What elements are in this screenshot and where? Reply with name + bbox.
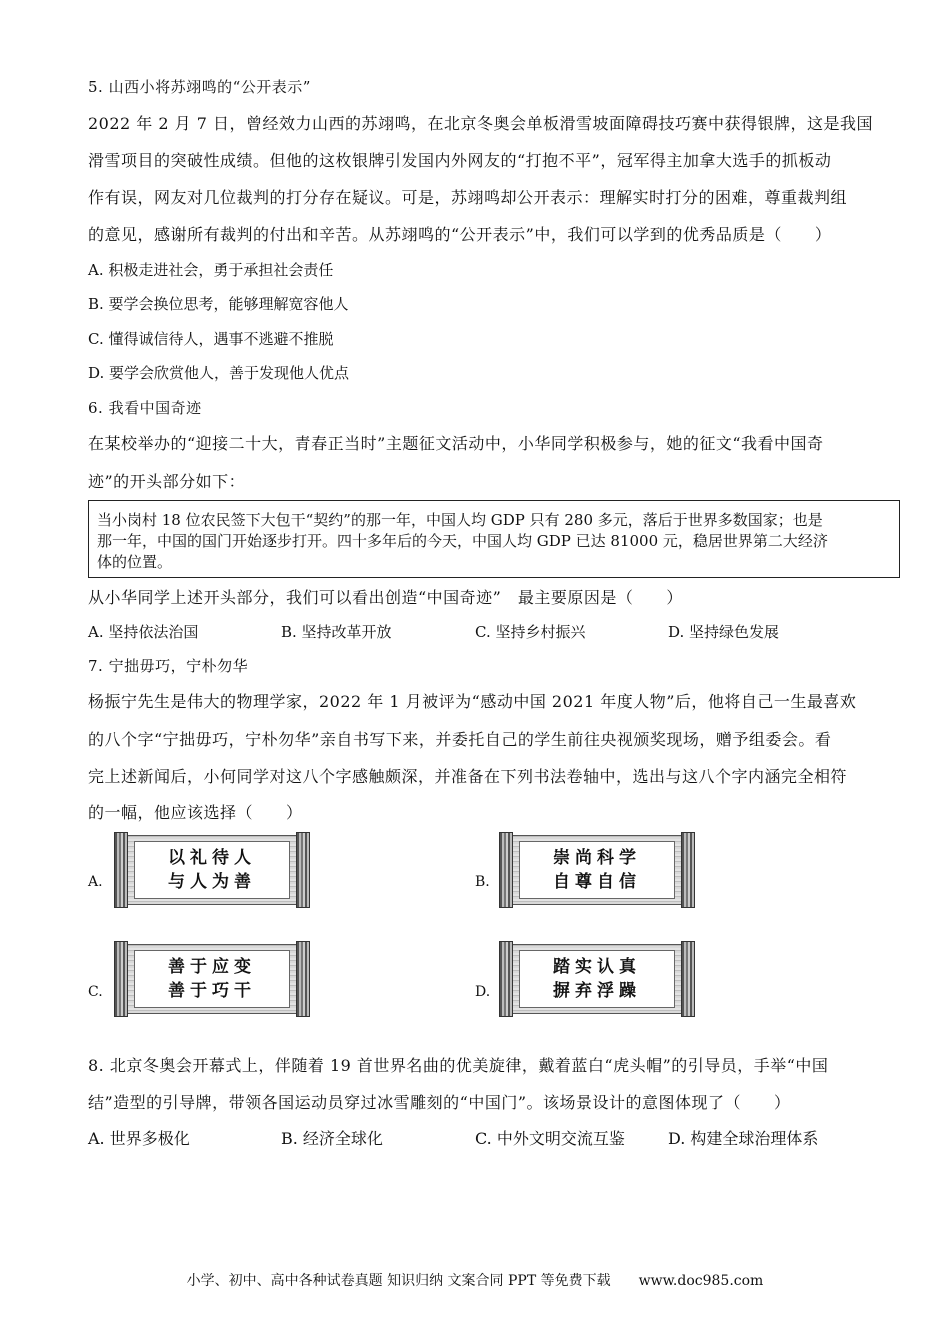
q5-title: 5. 山西小将苏翊鸣的“公开表示” [88,78,311,96]
q5-body-line: 滑雪项目的突破性成绩。但他的这枚银牌引发国内外网友的“打抱不平”，冠军得主加拿大选手的抓板动 [88,151,832,170]
q8-option-d: D. 构建全球治理体系 [668,1129,819,1148]
scroll-text-line-1: 以礼待人 [168,848,256,868]
page-footer: 小学、初中、高中各种试卷真题 知识归纳 文案合同 PPT 等免费下载 www.doc985.com [186,1273,764,1289]
scroll-text-line-2: 善于巧干 [168,981,256,1001]
scroll-option-b [499,832,695,908]
q6-body-line: 迹”的开头部分如下： [88,472,246,491]
scroll-panel [134,950,290,1008]
q5-option-c: C. 懂得诚信待人，遇事不逃避不推脱 [88,330,334,348]
q5-body-line: 的意见，感谢所有裁判的付出和辛苦。从苏翊鸣的“公开表示”中，我们可以学到的优秀品质是（ ） [88,225,832,244]
q7-body-line: 完上述新闻后，小何同学对这八个字感触颇深，并准备在下列书法卷轴中，选出与这八个字内涵完全相符 [88,767,848,786]
scroll-rod [681,832,695,908]
scroll-option-c [114,941,310,1017]
scroll-panel [519,950,675,1008]
q5-option-b: B. 要学会换位思考，能够理解宽容他人 [88,295,349,313]
q6-option-b: B. 坚持改革开放 [281,623,392,641]
quote-line: 那一年，中国的国门开始逐步打开。四十多年后的今天，中国人均 GDP 已达 81000 元，稳居世界第二大经济 [97,532,828,550]
scroll-text-line-2: 与人为善 [168,872,256,892]
scroll-option-a-letter: A. [88,874,103,890]
q6-option-c: C. 坚持乡村振兴 [475,623,586,641]
q5-body-line: 作有误，网友对几位裁判的打分存在疑议。可是，苏翊鸣却公开表示：理解实时打分的困难，尊重裁判组 [88,188,848,207]
q7-body-line: 的一幅，他应该选择（ ） [88,803,303,822]
q6-option-a: A. 坚持依法治国 [88,623,199,641]
scroll-text-line-1: 踏实认真 [553,957,641,977]
quote-box [88,500,900,578]
q8-body-line: 结”造型的引导牌，带领各国运动员穿过冰雪雕刻的“中国门”。该场景设计的意图体现了（ ） [88,1093,791,1112]
scroll-rod [499,832,513,908]
scroll-rod [296,941,310,1017]
scroll-option-a [114,832,310,908]
scroll-rod [499,941,513,1017]
scroll-text-line-2: 自尊自信 [553,872,641,892]
scroll-text-line-1: 善于应变 [168,957,256,977]
scroll-text-line-2: 摒弃浮躁 [553,981,641,1001]
q7-title: 7. 宁拙毋巧，宁朴勿华 [88,657,249,675]
q8-option-c: C. 中外文明交流互鉴 [475,1129,625,1148]
scroll-rod [114,941,128,1017]
q6-title: 6. 我看中国奇迹 [88,399,202,417]
quote-line: 体的位置。 [97,553,173,571]
q8-option-a: A. 世界多极化 [88,1129,190,1148]
scroll-rod [296,832,310,908]
scroll-rod [681,941,695,1017]
scroll-option-d [499,941,695,1017]
scroll-option-c-letter: C. [88,984,103,1000]
scroll-panel [134,841,290,899]
q8-body-line: 8. 北京冬奥会开幕式上，伴随着 19 首世界名曲的优美旋律，戴着蓝白“虎头帽”的引导员，手举“中国 [88,1056,829,1075]
q5-body-line: 2022 年 2 月 7 日，曾经效力山西的苏翊鸣，在北京冬奥会单板滑雪坡面障碍技巧赛中获得银牌，这是我国 [88,114,874,133]
scroll-rod [114,832,128,908]
q6-question: 从小华同学上述开头部分，我们可以看出创造“中国奇迹” 最主要原因是（ ） [88,588,683,607]
q5-option-a: A. 积极走进社会，勇于承担社会责任 [88,261,334,279]
q7-body-line: 杨振宁先生是伟大的物理学家，2022 年 1 月被评为“感动中国 2021 年度人物”后，他将自己一生最喜欢 [88,692,857,711]
q6-option-d: D. 坚持绿色发展 [668,623,780,641]
q7-body-line: 的八个字“宁拙毋巧，宁朴勿华”亲自书写下来，并委托自己的学生前往央视颁奖现场，赠予组委会。看 [88,730,832,749]
scroll-option-d-letter: D. [475,984,491,1000]
q5-option-d: D. 要学会欣赏他人，善于发现他人优点 [88,364,350,382]
scroll-text-line-1: 崇尚科学 [553,848,641,868]
scroll-panel [519,841,675,899]
q6-body-line: 在某校举办的“迎接二十大，青春正当时”主题征文活动中，小华同学积极参与，她的征文“我看中国奇 [88,434,824,453]
q8-option-b: B. 经济全球化 [281,1129,383,1148]
scroll-option-b-letter: B. [475,874,490,890]
quote-line: 当小岗村 18 位农民签下大包干“契约”的那一年，中国人均 GDP 只有 280 多元，落后于世界多数国家；也是 [97,511,823,529]
